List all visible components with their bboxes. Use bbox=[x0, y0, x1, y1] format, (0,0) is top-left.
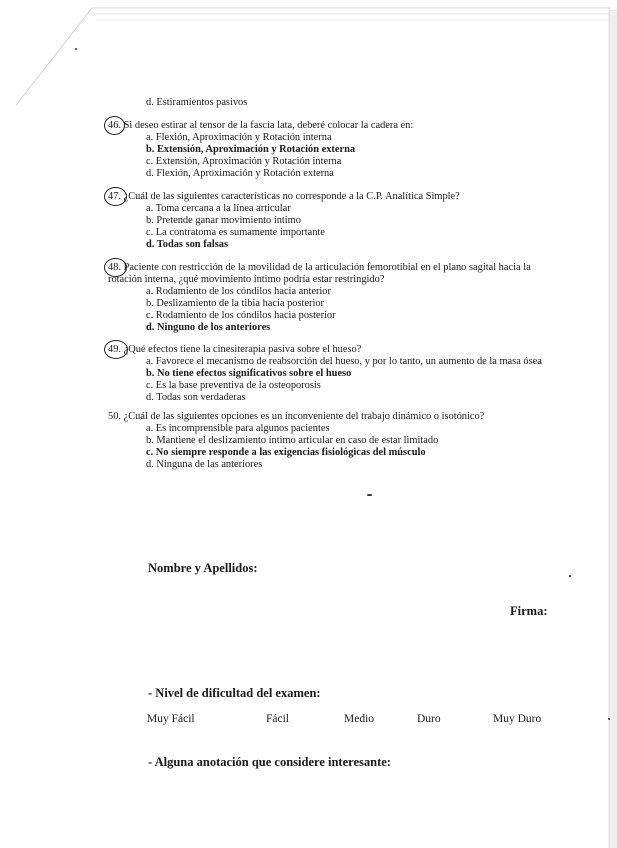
question-50 bbox=[108, 411, 484, 423]
difficulty-option-muy-duro: Muy Duro bbox=[493, 713, 542, 725]
question-number: 49. bbox=[108, 344, 121, 355]
question-text: Si deseo estirar al tensor de la fascia lata, deberé colocar la cadera en: bbox=[123, 120, 414, 131]
option: a. Favorece el mecanismo de reabsorción del hueso, y por lo tanto, un aumento de la masa ósea bbox=[146, 356, 542, 367]
question-number: 46. bbox=[108, 120, 121, 131]
option: c. Extensión, Aproximación y Rotación interna bbox=[146, 156, 342, 167]
question-number: 48. bbox=[108, 262, 121, 273]
scan-speck bbox=[367, 494, 372, 496]
top-item: d. Estiramientos pasivos bbox=[146, 97, 248, 108]
option-correct: d. Todas son falsas bbox=[146, 239, 229, 250]
option: c. Es la base preventiva de la osteoporosis bbox=[146, 380, 321, 391]
difficulty-option-duro: Duro bbox=[417, 713, 441, 725]
option: c. La contratoma es sumamente importante bbox=[146, 227, 325, 238]
option: a. Rodamiento de los cóndilos hacia anterior bbox=[146, 286, 331, 297]
question-text: ¿Cuál de las siguientes opciones es un inconveniente del trabajo dinámico o isotónico? bbox=[123, 411, 485, 422]
option: b. Deslizamiento de la tibia hacia posterior bbox=[146, 298, 325, 309]
option-correct: c. No siempre responde a las exigencias fisiológicas del músculo bbox=[146, 447, 426, 458]
question-47 bbox=[108, 191, 460, 203]
difficulty-option-medio: Medio bbox=[344, 713, 375, 725]
difficulty-option-muy-facil: Muy Fácil bbox=[147, 713, 195, 725]
option-correct: d. Ninguno de los anteriores bbox=[146, 322, 271, 333]
option: b. Mantiene el deslizamiento íntimo articular en caso de estar limitado bbox=[146, 435, 439, 446]
question-number: 47. bbox=[108, 191, 121, 202]
question-number: 50. bbox=[108, 411, 121, 422]
question-49 bbox=[108, 344, 361, 356]
option: b. Pretende ganar movimiento íntimo bbox=[146, 215, 301, 226]
question-text: ¿Cuál de las siguientes características no corresponde a la C.P. Analítica Simple? bbox=[123, 191, 460, 202]
question-text: Paciente con restricción de la movilidad de la articulación femorotibial en el plano sagital hacia la bbox=[123, 262, 531, 273]
question-text-cont: rotación interna, ¿qué movimiento íntimo podría estar restringido? bbox=[108, 274, 385, 285]
difficulty-option-facil: Fácil bbox=[266, 713, 289, 725]
option: d. Flexión, Aproximación y Rotación externa bbox=[146, 168, 334, 179]
name-label: Nombre y Apellidos: bbox=[148, 561, 258, 575]
question-48 bbox=[108, 262, 531, 274]
annotation-title: - Alguna anotación que considere interesante: bbox=[148, 755, 391, 769]
option: d. Ninguna de las anteriores bbox=[146, 459, 263, 470]
signature-label: Firma: bbox=[510, 604, 548, 618]
question-text: ¿Qué efectos tiene la cinesiterapia pasiva sobre el hueso? bbox=[123, 344, 362, 355]
option: a. Toma cercana a la línea articular bbox=[146, 203, 291, 214]
option-correct: b. No tiene efectos significativos sobre el hueso bbox=[146, 368, 352, 379]
question-46 bbox=[108, 120, 413, 132]
scan-speck bbox=[75, 48, 77, 50]
option: d. Todas son verdaderas bbox=[146, 392, 246, 403]
scan-speck bbox=[608, 718, 610, 720]
option-correct: b. Extensión, Aproximación y Rotación externa bbox=[146, 144, 356, 155]
difficulty-title: - Nivel de dificultad del examen: bbox=[148, 686, 321, 700]
option: a. Es incomprensible para algunos pacientes bbox=[146, 423, 330, 434]
option: a. Flexión, Aproximación y Rotación interna bbox=[146, 132, 332, 143]
scan-speck bbox=[569, 575, 571, 577]
option: c. Rodamiento de los cóndilos hacia posterior bbox=[146, 310, 336, 321]
